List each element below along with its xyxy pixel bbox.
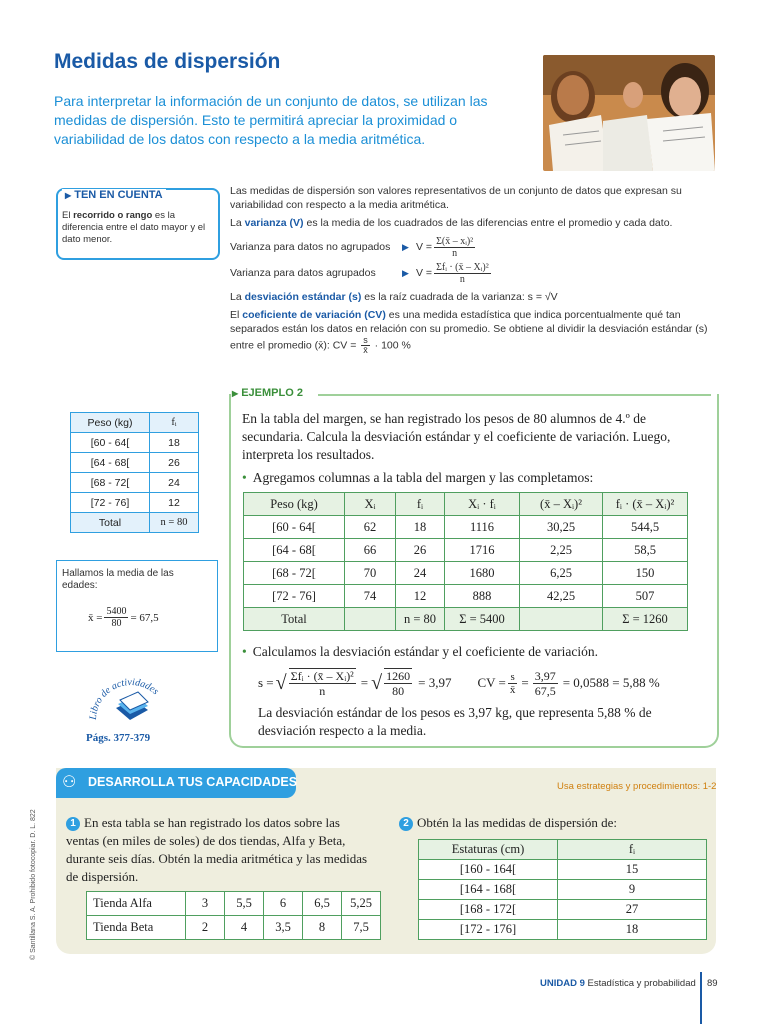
mean-note-text: Hallamos la media de las edades: — [62, 568, 174, 591]
table-header: Estaturas (cm) fᵢ — [419, 840, 707, 860]
side-table — [70, 412, 199, 533]
table-row: [72 - 76] 12 — [71, 493, 199, 513]
footer-unit: UNIDAD 9 Estadística y probabilidad — [540, 978, 696, 989]
example-conclusion: La desviación estándar de los pesos es 3,97 kg, que representa 5,88 % de desviación respecto a la media. — [258, 705, 652, 738]
table-row: [72 - 76] 74 12 888 42,25 507 — [244, 585, 688, 608]
table-row: [160 - 164[ 15 — [419, 860, 707, 880]
table-header: Peso (kg) fᵢ — [71, 413, 199, 433]
table-row: [64 - 68[ 26 — [71, 453, 199, 473]
example-bullet-2: • Calculamos la desviación estándar y el coeficiente de variación. — [242, 644, 598, 659]
table-row: Tienda Alfa 3 5,5 6 6,5 5,25 — [87, 892, 381, 916]
example-bullet-1: • Agregamos columnas a la tabla del margen y las completamos: — [242, 470, 594, 485]
tip-arrow-icon: ▶ — [65, 191, 72, 200]
page-number: 89 — [707, 978, 718, 989]
page-title: Medidas de dispersión — [54, 50, 281, 73]
tip-body: El recorrido o rango es la diferencia entre el dato mayor y el dato menor. — [62, 210, 206, 245]
table-row: [68 - 72[ 70 24 1680 6,25 150 — [244, 562, 688, 585]
example-table — [243, 492, 688, 631]
table-row: [64 - 68[ 66 26 1716 2,25 58,5 — [244, 539, 688, 562]
formula-no-agrupados: Varianza para datos no agrupados ▶ V = $\frac{\text{Σ(x̄ – xᵢ)²}}{n}$ — [230, 235, 474, 259]
group-icon: ⚇ — [62, 774, 77, 791]
book-icon — [116, 692, 148, 720]
std-dev-formula: s = √ $\frac{\text{Σfᵢ · (x̄ – Xᵢ)²}}{n}$ = √ $\frac{1260}{80}$ = 3,97 CV = $\frac{s}{x̄}$ = $\frac{3,97}{67,5}$ = 0,0588 = 5,88 % — [258, 668, 660, 698]
tip-label: ▶ TEN EN CUENTA — [62, 189, 166, 201]
copyright: © Santillana S. A. Prohibido fotocopiar. D. L. 822 — [30, 809, 37, 960]
table-total-row: Total n = 80 — [71, 513, 199, 533]
formula-agrupados: Varianza para datos agrupados ▶ V = $\frac{\text{Σfᵢ · (x̄ – Xᵢ)²}}{n}$ — [230, 261, 489, 285]
table-total-row: Total n = 80 Σ = 5400 Σ = 1260 — [244, 608, 688, 631]
table-row: [172 - 176] 18 — [419, 920, 707, 940]
question-2: 2 Obtén la las medidas de dispersión de: — [399, 814, 709, 832]
desarrolla-strategy: Usa estrategias y procedimientos: 1-2 — [557, 781, 717, 792]
table-row: [168 - 172[ 27 — [419, 900, 707, 920]
libro-actividades — [86, 670, 176, 730]
arrow-icon: ▶ — [402, 242, 409, 252]
table-row: Tienda Beta 2 4 3,5 8 7,5 — [87, 916, 381, 940]
table-row: [60 - 64[ 62 18 1116 30,25 544,5 — [244, 516, 688, 539]
desarrolla-title: DESARROLLA TUS CAPACIDADES — [88, 775, 298, 789]
table-row: [68 - 72[ 24 — [71, 473, 199, 493]
libro-text: Libro de actividades — [87, 676, 161, 721]
example-label: ▶ EJEMPLO 2 — [232, 387, 303, 399]
example-statement: En la tabla del margen, se han registrado los pesos de 80 alumnos de 4.º de secundaria. Calcula la desviación estándar y el coeficiente de variación. Luego, interpreta los resultados. — [242, 411, 671, 462]
students-photo — [543, 55, 715, 171]
table-row: [164 - 168[ 9 — [419, 880, 707, 900]
desviacion-def: La desviación estándar (s) es la raíz cuadrada de la varianza: s = √V — [230, 291, 558, 303]
estaturas-table — [418, 839, 707, 940]
table-header: Peso (kg) Xᵢ fᵢ Xᵢ · fᵢ (x̄ – Xᵢ)² fᵢ · (x̄ – Xᵢ)² — [244, 493, 688, 516]
table-row: [60 - 64[ 18 — [71, 433, 199, 453]
footer-divider — [700, 972, 702, 1024]
example-arrow-icon: ▶ — [232, 389, 239, 398]
libro-pages: Págs. 377-379 — [86, 732, 151, 744]
arrow-icon: ▶ — [402, 268, 409, 278]
varianza-def: La varianza (V) es la media de los cuadrados de las diferencias entre el promedio y cada dato. — [230, 217, 673, 229]
question-1: 1 En esta tabla se han registrado los datos sobre las ventas (en miles de soles) de dos tiendas, Alfa y Beta, durante seis días. Obtén la media aritmética y las medidas de dispersión. — [66, 815, 368, 884]
cv-def: El coeficiente de variación (CV) es una medida estadística que indica porcentualmente qué tan separados están los datos en relación con su promedio. Se obtiene al dividir la desviación estándar (s) entre el promedio (x̄): CV = $\frac{s}{x̄}$ · 100 % — [230, 309, 708, 355]
definitions — [230, 184, 718, 359]
mean-formula: x̄ = $\frac{5400}{80}$ = 67,5 — [88, 606, 159, 629]
defs-intro: Las medidas de dispersión son valores representativos de un conjunto de datos que expresan su variabilidad con respecto a la media aritmética. — [230, 185, 682, 211]
tiendas-table — [86, 891, 381, 940]
intro-text: Para interpretar la información de un conjunto de datos, se utilizan las medidas de dispersión. Esto te permitirá apreciar la proximidad o variabilidad de los datos con respecto a la media aritmética. — [54, 93, 488, 147]
